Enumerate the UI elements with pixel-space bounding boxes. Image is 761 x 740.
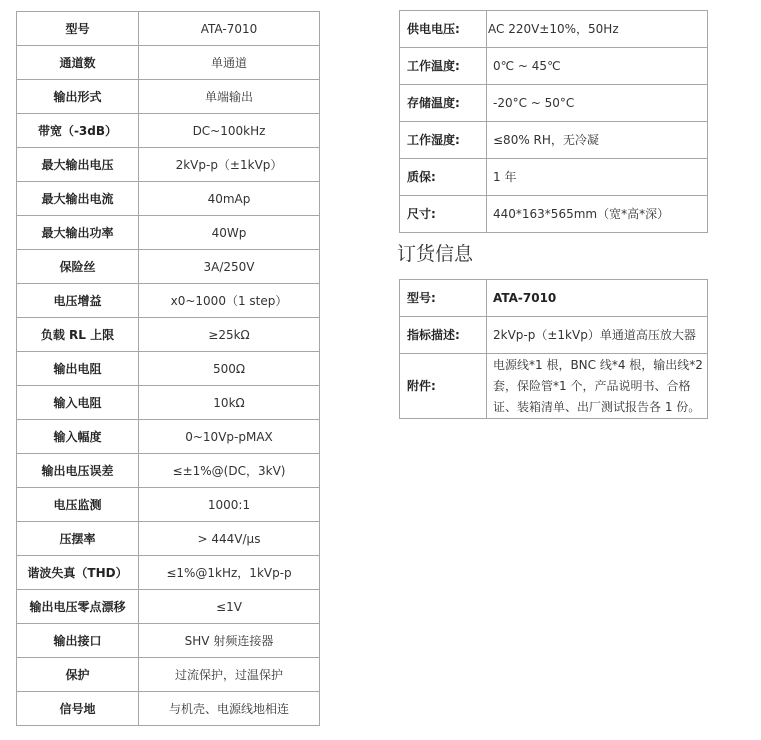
- spec-label: 负载 RL 上限: [17, 318, 139, 352]
- spec-label: 最大输出功率: [17, 216, 139, 250]
- order-label: 型号:: [400, 280, 487, 317]
- table-row: [17, 454, 320, 488]
- table-row: [400, 280, 708, 317]
- order-info-heading: 订货信息: [397, 243, 474, 265]
- table-row: [17, 556, 320, 590]
- table-row: [17, 12, 320, 46]
- spec-value: ≤1%@1kHz，1kVp-p: [139, 556, 320, 590]
- spec-value: 40Wp: [139, 216, 320, 250]
- spec-value: 与机壳、电源线地相连: [139, 692, 320, 726]
- table-row: [400, 122, 708, 159]
- spec-label: 输出电压误差: [17, 454, 139, 488]
- table-row: [400, 354, 708, 419]
- table-row: [17, 692, 320, 726]
- table-row: [400, 11, 708, 48]
- env-label: 供电电压:: [400, 11, 487, 48]
- spec-value: 2kVp-p（±1kVp）: [139, 148, 320, 182]
- spec-value: ≤±1%@(DC，3kV): [139, 454, 320, 488]
- order-info-table: [399, 279, 708, 419]
- table-row: [17, 386, 320, 420]
- env-label: 工作湿度:: [400, 122, 487, 159]
- spec-value: 40mAp: [139, 182, 320, 216]
- spec-value: 1000:1: [139, 488, 320, 522]
- spec-label: 电压增益: [17, 284, 139, 318]
- spec-value: 3A/250V: [139, 250, 320, 284]
- spec-table: [16, 11, 320, 726]
- spec-value: ≤1V: [139, 590, 320, 624]
- spec-label: 谐波失真（THD）: [17, 556, 139, 590]
- order-value: 电源线*1 根，BNC 线*4 根，输出线*2 套，保险管*1 个，产品说明书、合格证、装箱清单、出厂测试报告各 1 份。: [487, 354, 708, 419]
- spec-label: 最大输出电流: [17, 182, 139, 216]
- order-value: 2kVp-p（±1kVp）单通道高压放大器: [487, 317, 708, 354]
- env-value: 1 年: [487, 159, 708, 196]
- spec-value: ≥25kΩ: [139, 318, 320, 352]
- table-row: [17, 216, 320, 250]
- table-row: [17, 624, 320, 658]
- spec-label: 通道数: [17, 46, 139, 80]
- env-value: 440*163*565mm（宽*高*深）: [487, 196, 708, 233]
- spec-label: 输入电阻: [17, 386, 139, 420]
- spec-label: 输出电阻: [17, 352, 139, 386]
- spec-label: 输出电压零点漂移: [17, 590, 139, 624]
- env-value: -20°C ~ 50°C: [487, 85, 708, 122]
- table-row: [17, 352, 320, 386]
- spec-value: > 444V/μs: [139, 522, 320, 556]
- environment-table: [399, 10, 708, 233]
- spec-label: 型号: [17, 12, 139, 46]
- spec-label: 电压监测: [17, 488, 139, 522]
- table-row: [17, 488, 320, 522]
- table-row: [17, 80, 320, 114]
- order-label: 指标描述:: [400, 317, 487, 354]
- table-row: [17, 590, 320, 624]
- table-row: [17, 114, 320, 148]
- table-row: [400, 196, 708, 233]
- table-row: [17, 318, 320, 352]
- spec-value: SHV 射频连接器: [139, 624, 320, 658]
- table-row: [400, 317, 708, 354]
- spec-value: 过流保护，过温保护: [139, 658, 320, 692]
- spec-value: ATA-7010: [139, 12, 320, 46]
- table-row: [17, 420, 320, 454]
- table-row: [400, 85, 708, 122]
- spec-value: x0~1000（1 step）: [139, 284, 320, 318]
- env-value: AC 220V±10%，50Hz: [487, 11, 708, 48]
- order-label: 附件:: [400, 354, 487, 419]
- table-row: [17, 148, 320, 182]
- env-value: ≤80% RH，无冷凝: [487, 122, 708, 159]
- table-row: [400, 159, 708, 196]
- spec-label: 输入幅度: [17, 420, 139, 454]
- spec-label: 保护: [17, 658, 139, 692]
- spec-value: 单端输出: [139, 80, 320, 114]
- table-row: [400, 48, 708, 85]
- env-label: 存储温度:: [400, 85, 487, 122]
- spec-label: 带宽（-3dB）: [17, 114, 139, 148]
- spec-label: 保险丝: [17, 250, 139, 284]
- table-row: [17, 658, 320, 692]
- table-row: [17, 250, 320, 284]
- table-row: [17, 284, 320, 318]
- spec-label: 输出形式: [17, 80, 139, 114]
- table-row: [17, 46, 320, 80]
- spec-label: 压摆率: [17, 522, 139, 556]
- table-row: [17, 522, 320, 556]
- spec-value: DC~100kHz: [139, 114, 320, 148]
- env-label: 质保:: [400, 159, 487, 196]
- spec-value: 0~10Vp-pMAX: [139, 420, 320, 454]
- table-row: [17, 182, 320, 216]
- spec-value: 500Ω: [139, 352, 320, 386]
- spec-value: 单通道: [139, 46, 320, 80]
- env-value: 0℃ ~ 45℃: [487, 48, 708, 85]
- spec-label: 输出接口: [17, 624, 139, 658]
- spec-value: 10kΩ: [139, 386, 320, 420]
- spec-label: 最大输出电压: [17, 148, 139, 182]
- order-value: ATA-7010: [487, 280, 708, 317]
- env-label: 尺寸:: [400, 196, 487, 233]
- env-label: 工作温度:: [400, 48, 487, 85]
- spec-label: 信号地: [17, 692, 139, 726]
